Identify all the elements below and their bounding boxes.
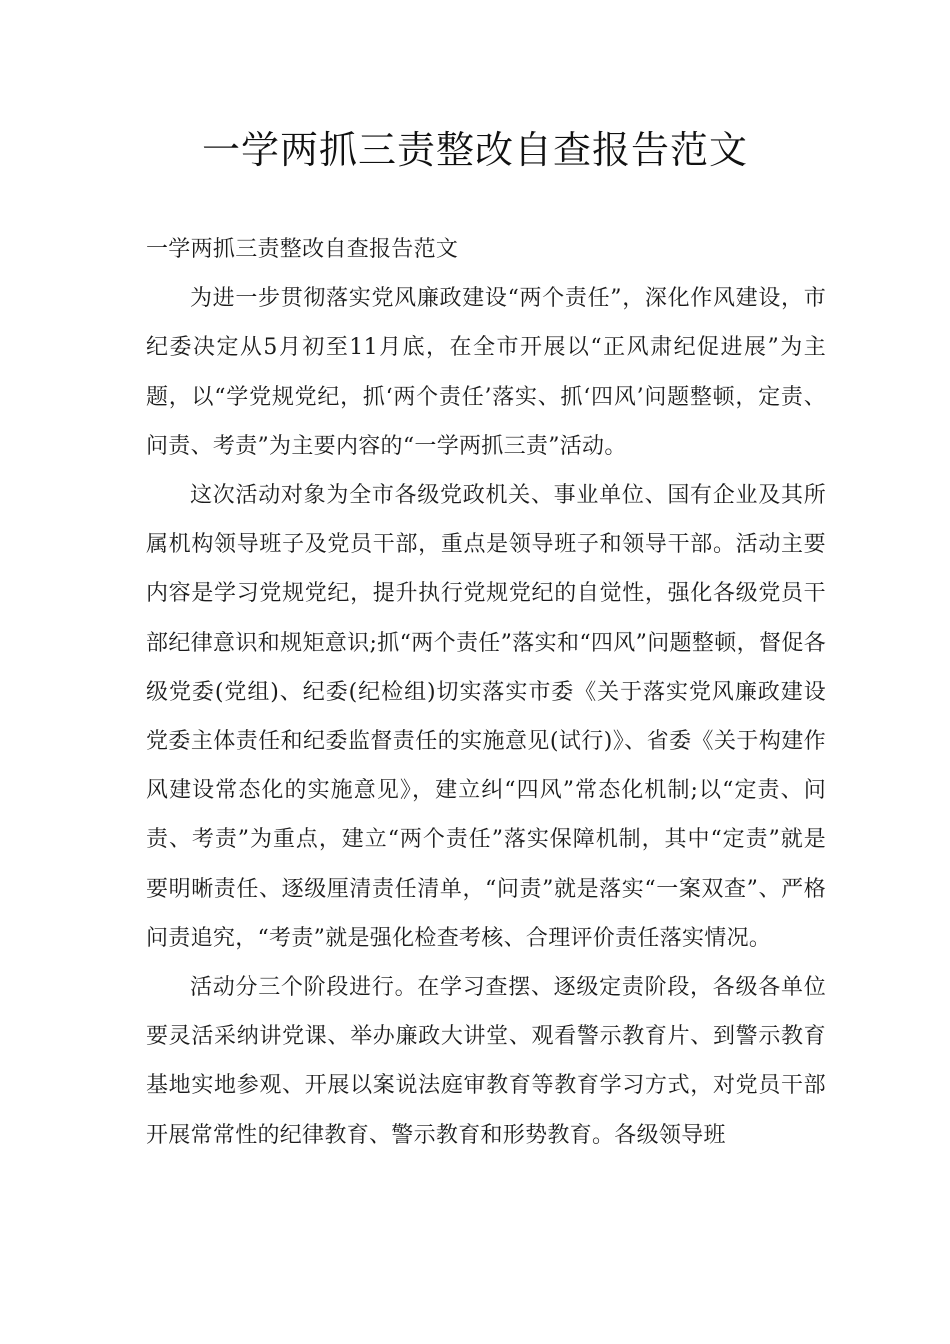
paragraph-2: 这次活动对象为全市各级党政机关、事业单位、国有企业及其所属机构领导班子及党员干部，重点是领导班子和领导干部。活动主要内容是学习党规党纪，提升执行党规党纪的自觉性，强化各级党员干部纪律意识和规矩意识;抓“两个责任”落实和“四风”问题整顿，督促各级党委(党组)、纪委(纪检组)切实落实市委《关于落实党风廉政建设党委主体责任和纪委监督责任的实施意见(试行)》、省委《关于构建作风建设常态化的实施意见》，建立纠“四风”常态化机制;以“定责、问责、考责”为重点，建立“两个责任”落实保障机制，其中“定责”就是要明晰责任、逐级厘清责任清单，“问责”就是落实“一案双查”、严格问责追究，“考责”就是强化检查考核、合理评价责任落实情况。 [146,483,826,951]
paragraph-3: 活动分三个阶段进行。在学习查摆、逐级定责阶段，各级各单位要灵活采纳讲党课、举办廉政大讲堂、观看警示教育片、到警示教育基地实地参观、开展以案说法庭审教育等教育学习方式，对党员干部开展常常性的纪律教育、警示教育和形势教育。各级领导班 [146,975,826,1148]
document-body [146,225,826,1160]
document-title: 一学两抓三责整改自查报告范文 [201,128,748,172]
document-subtitle: 一学两抓三责整改自查报告范文 [146,237,459,262]
paragraph-1: 为进一步贯彻落实党风廉政建设“两个责任”，深化作风建设，市纪委决定从5月初至11月底，在全市开展以“正风肃纪促进展”为主题，以“学党规党纪，抓‘两个责任’落实、抓‘四风’问题整顿，定责、问责、考责”为主要内容的“一学两抓三责”活动。 [146,286,826,459]
